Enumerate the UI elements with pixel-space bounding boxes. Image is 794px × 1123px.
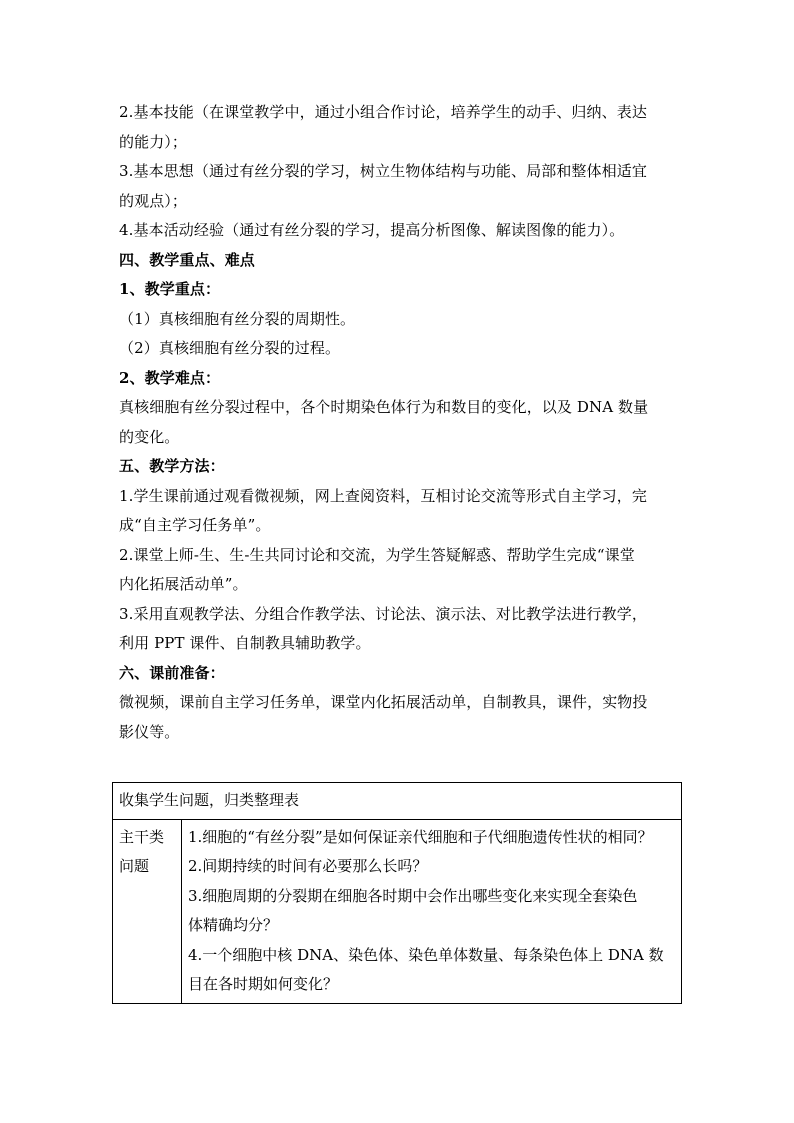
question-item: 体精确均分？ [188,916,279,934]
text-line: （2）真核细胞有丝分裂的过程。 [119,339,341,357]
text-line: （1）真核细胞有丝分裂的周期性。 [119,309,356,328]
question-item: 3.细胞周期的分裂期在细胞各时期中会作出哪些变化来实现全套染色 [188,886,638,905]
text-line: 1.学生课前通过观看微视频，网上查阅资料，互相讨论交流等形式自主学习，完 [119,486,647,505]
section-heading: 四、教学重点、难点 [119,250,255,269]
text-line: 真核细胞有丝分裂过程中，各个时期染色体行为和数目的变化，以及 DNA 数量 [119,398,649,416]
subsection-heading: 1、教学重点： [119,280,221,298]
table-row [113,819,682,1003]
category-label: 主干类 [119,827,165,846]
text-line: 的变化。 [119,427,180,446]
question-item: 4.一个细胞中核 DNA、染色体、染色单体数量、每条染色体上 DNA 数 [188,945,664,964]
category-label: 问题 [119,857,150,875]
text-line: 2.基本技能（在课堂教学中，通过小组合作讨论，培养学生的动手、归纳、表达 [119,103,647,121]
text-line: 3.采用直观教学法、分组合作教学法、讨论法、演示法、对比教学法进行教学， [119,604,647,623]
text-line: 3.基本思想（通过有丝分裂的学习，树立生物体结构与功能、局部和整体相适宜 [119,162,647,180]
text-line: 影仪等。 [119,722,180,741]
category-cell [113,819,182,1003]
text-line: 的观点）； [119,191,188,210]
table-header-cell: 收集学生问题，归类整理表 [113,783,682,820]
questions-cell [182,819,682,1003]
text-line: 成“自主学习任务单”。 [119,516,271,534]
question-table [112,782,682,1004]
question-item: 2.间期持续的时间有必要那么长吗？ [188,857,428,875]
section-heading: 六、课前准备： [119,663,225,682]
section-heading: 五、教学方法： [119,457,225,475]
question-item: 1.细胞的“有丝分裂”是如何保证亲代细胞和子代细胞遗传性状的相同？ [188,827,653,846]
question-item: 目在各时期如何变化？ [188,975,339,993]
subsection-heading: 2、教学难点： [119,368,221,387]
text-line: 利用 PPT 课件、自制教具辅助教学。 [119,634,371,652]
document-body [119,98,677,747]
table-header-row [113,783,682,820]
text-line: 内化拓展活动单”。 [119,575,248,593]
text-line: 微视频，课前自主学习任务单，课堂内化拓展活动单，自制教具，课件，实物投 [119,693,648,711]
text-line: 2.课堂上师-生、生-生共同讨论和交流，为学生答疑解惑、帮助学生完成“课堂 [119,545,635,564]
text-line: 4.基本活动经验（通过有丝分裂的学习，提高分析图像、解读图像的能力）。 [119,221,625,239]
text-line: 的能力）； [119,132,188,151]
